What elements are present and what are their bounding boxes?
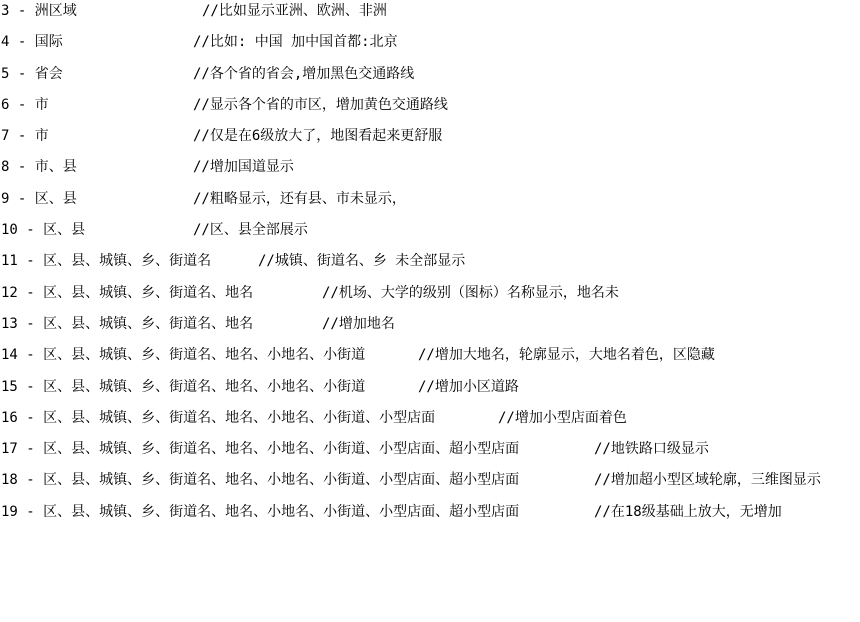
level-comment: //各个省的省会,增加黑色交通路线 (193, 65, 415, 82)
zoom-level-row (0, 340, 860, 371)
level-label: 17 - 区、县、城镇、乡、街道名、地名、小地名、小街道、小型店面、超小型店面 (1, 441, 520, 458)
zoom-level-row (0, 0, 860, 27)
level-comment: //增加地名 (322, 315, 395, 332)
level-comment: //增加国道显示 (193, 159, 294, 176)
level-comment: //增加超小型区域轮廓，三维图显示 (594, 472, 821, 489)
zoom-level-row (0, 434, 860, 465)
level-comment: //增加小型店面着色 (498, 409, 627, 426)
level-comment: //在18级基础上放大，无增加 (594, 503, 782, 520)
level-comment: //显示各个省的市区，增加黄色交通路线 (193, 96, 448, 113)
zoom-level-row (0, 497, 860, 528)
level-label: 3 - 洲区域 (1, 3, 77, 19)
level-label: 7 - 市 (1, 128, 49, 145)
zoom-level-row (0, 27, 860, 58)
level-label: 12 - 区、县、城镇、乡、街道名、地名 (1, 284, 254, 301)
zoom-level-row (0, 465, 860, 496)
zoom-level-row (0, 152, 860, 183)
level-label: 9 - 区、县 (1, 190, 77, 207)
level-label: 11 - 区、县、城镇、乡、街道名 (1, 253, 212, 270)
zoom-level-row (0, 372, 860, 403)
level-comment: //区、县全部展示 (193, 222, 308, 239)
level-label: 6 - 市 (1, 96, 49, 113)
level-label: 13 - 区、县、城镇、乡、街道名、地名 (1, 315, 254, 332)
zoom-level-row (0, 309, 860, 340)
zoom-level-row (0, 246, 860, 277)
zoom-level-row (0, 278, 860, 309)
level-label: 10 - 区、县 (1, 222, 86, 239)
level-label: 4 - 国际 (1, 34, 63, 51)
level-comment: //比如显示亚洲、欧洲、非洲 (202, 3, 387, 19)
level-comment: //粗略显示，还有县、市未显示， (193, 190, 406, 207)
zoom-level-row (0, 184, 860, 215)
level-comment: //机场、大学的级别（图标）名称显示，地名未 (322, 284, 619, 301)
level-label: 15 - 区、县、城镇、乡、街道名、地名、小地名、小街道 (1, 378, 366, 395)
level-comment: //城镇、街道名、乡 未全部显示 (258, 253, 466, 270)
level-label: 5 - 省会 (1, 65, 63, 82)
level-comment: //增加大地名，轮廓显示，大地名着色，区隐藏 (418, 347, 715, 364)
zoom-level-row (0, 90, 860, 121)
zoom-level-row (0, 121, 860, 152)
zoom-level-row (0, 59, 860, 90)
level-comment: //地铁路口级显示 (594, 441, 709, 458)
zoom-level-row (0, 215, 860, 246)
level-label: 14 - 区、县、城镇、乡、街道名、地名、小地名、小街道 (1, 347, 366, 364)
level-label: 16 - 区、县、城镇、乡、街道名、地名、小地名、小街道、小型店面 (1, 409, 436, 426)
level-label: 8 - 市、县 (1, 159, 77, 176)
level-label: 18 - 区、县、城镇、乡、街道名、地名、小地名、小街道、小型店面、超小型店面 (1, 472, 520, 489)
zoom-level-row (0, 403, 860, 434)
level-comment: //比如: 中国 加中国首都:北京 (193, 34, 398, 51)
level-comment: //增加小区道路 (418, 378, 519, 395)
level-label: 19 - 区、县、城镇、乡、街道名、地名、小地名、小街道、小型店面、超小型店面 (1, 503, 520, 520)
level-comment: //仅是在6级放大了，地图看起来更舒服 (193, 128, 443, 145)
